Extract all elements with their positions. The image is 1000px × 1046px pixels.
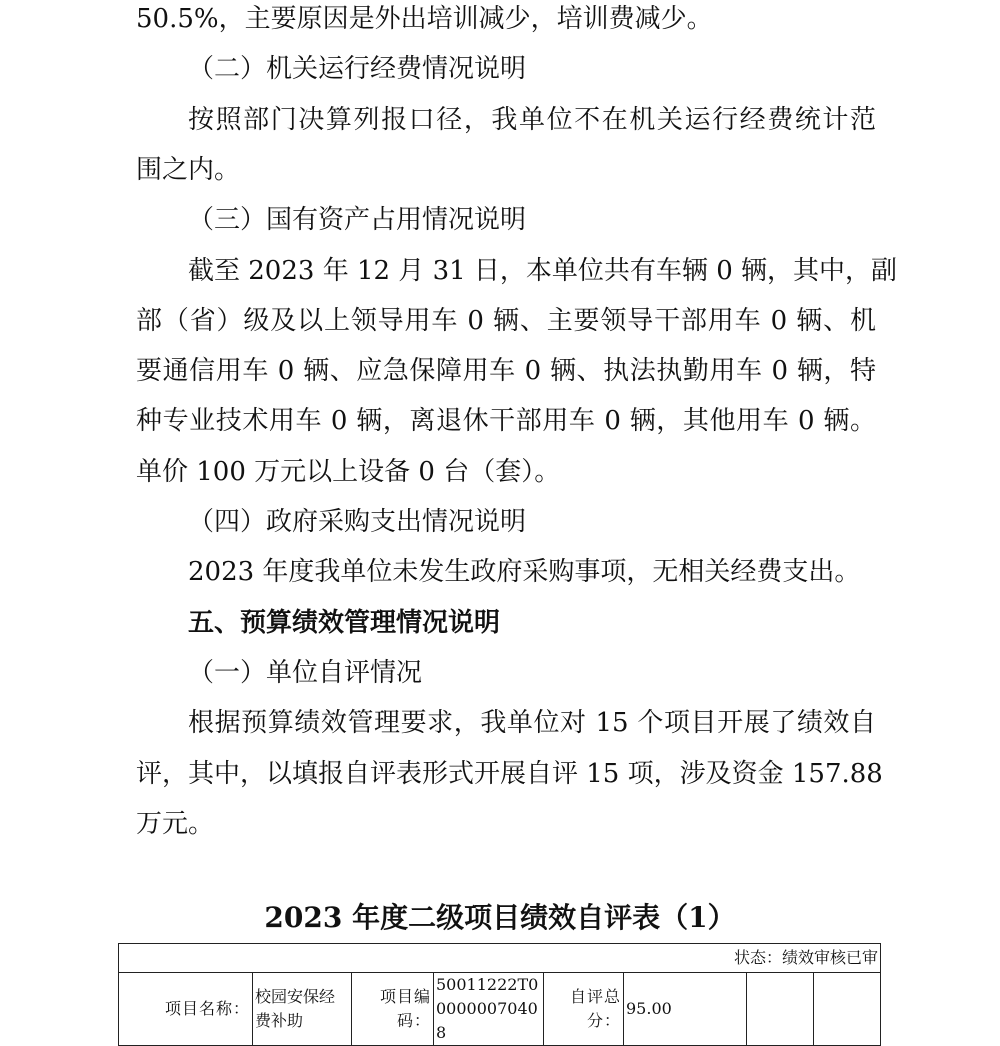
paragraph-line: 评，其中，以填报自评表形式开展自评 15 项，涉及资金 157.88: [136, 759, 883, 789]
paragraph-line: 要通信用车 0 辆、应急保障用车 0 辆、执法执勤用车 0 辆，特: [136, 356, 876, 386]
paragraph-line: 围之内。: [136, 155, 241, 185]
project-name-label: 项目名称：: [119, 973, 253, 1046]
section-heading-4: （四）政府采购支出情况说明: [188, 507, 527, 537]
evaluation-table: [118, 943, 881, 1046]
section-heading-2: （二）机关运行经费情况说明: [188, 54, 527, 84]
score-label: 自评总分：: [544, 973, 624, 1046]
table-title: 2023 年度二级项目绩效自评表（1）: [264, 901, 736, 934]
score-value: 95.00: [624, 973, 747, 1046]
project-code-value: 50011222T000000070408: [434, 973, 544, 1046]
section-heading-3: （三）国有资产占用情况说明: [188, 205, 527, 235]
paragraph-line: 按照部门决算列报口径，我单位不在机关运行经费统计范: [188, 105, 876, 135]
project-name-value: 校园安保经费补助: [253, 973, 352, 1046]
empty-cell: [747, 973, 814, 1046]
paragraph-line: 单价 100 万元以上设备 0 台（套）。: [136, 457, 561, 487]
paragraph-line: 部（省）级及以上领导用车 0 辆、主要领导干部用车 0 辆、机: [136, 306, 876, 336]
section-heading-5-1: （一）单位自评情况: [188, 658, 423, 688]
status-cell: 状态：绩效审核已审: [119, 944, 881, 973]
paragraph-line: 根据预算绩效管理要求，我单位对 15 个项目开展了绩效自: [188, 708, 876, 738]
paragraph-line: 截至 2023 年 12 月 31 日，本单位共有车辆 0 辆，其中，副: [188, 256, 897, 286]
project-code-label: 项目编码：: [352, 973, 434, 1046]
paragraph-line: 50.5%，主要原因是外出培训减少，培训费减少。: [136, 4, 713, 34]
paragraph-line: 种专业技术用车 0 辆，离退休干部用车 0 辆，其他用车 0 辆。: [136, 406, 876, 436]
chapter-heading-5: 五、预算绩效管理情况说明: [188, 608, 501, 638]
empty-cell: [814, 973, 881, 1046]
paragraph-line: 2023 年度我单位未发生政府采购事项，无相关经费支出。: [188, 557, 861, 587]
paragraph-line: 万元。: [136, 809, 215, 839]
